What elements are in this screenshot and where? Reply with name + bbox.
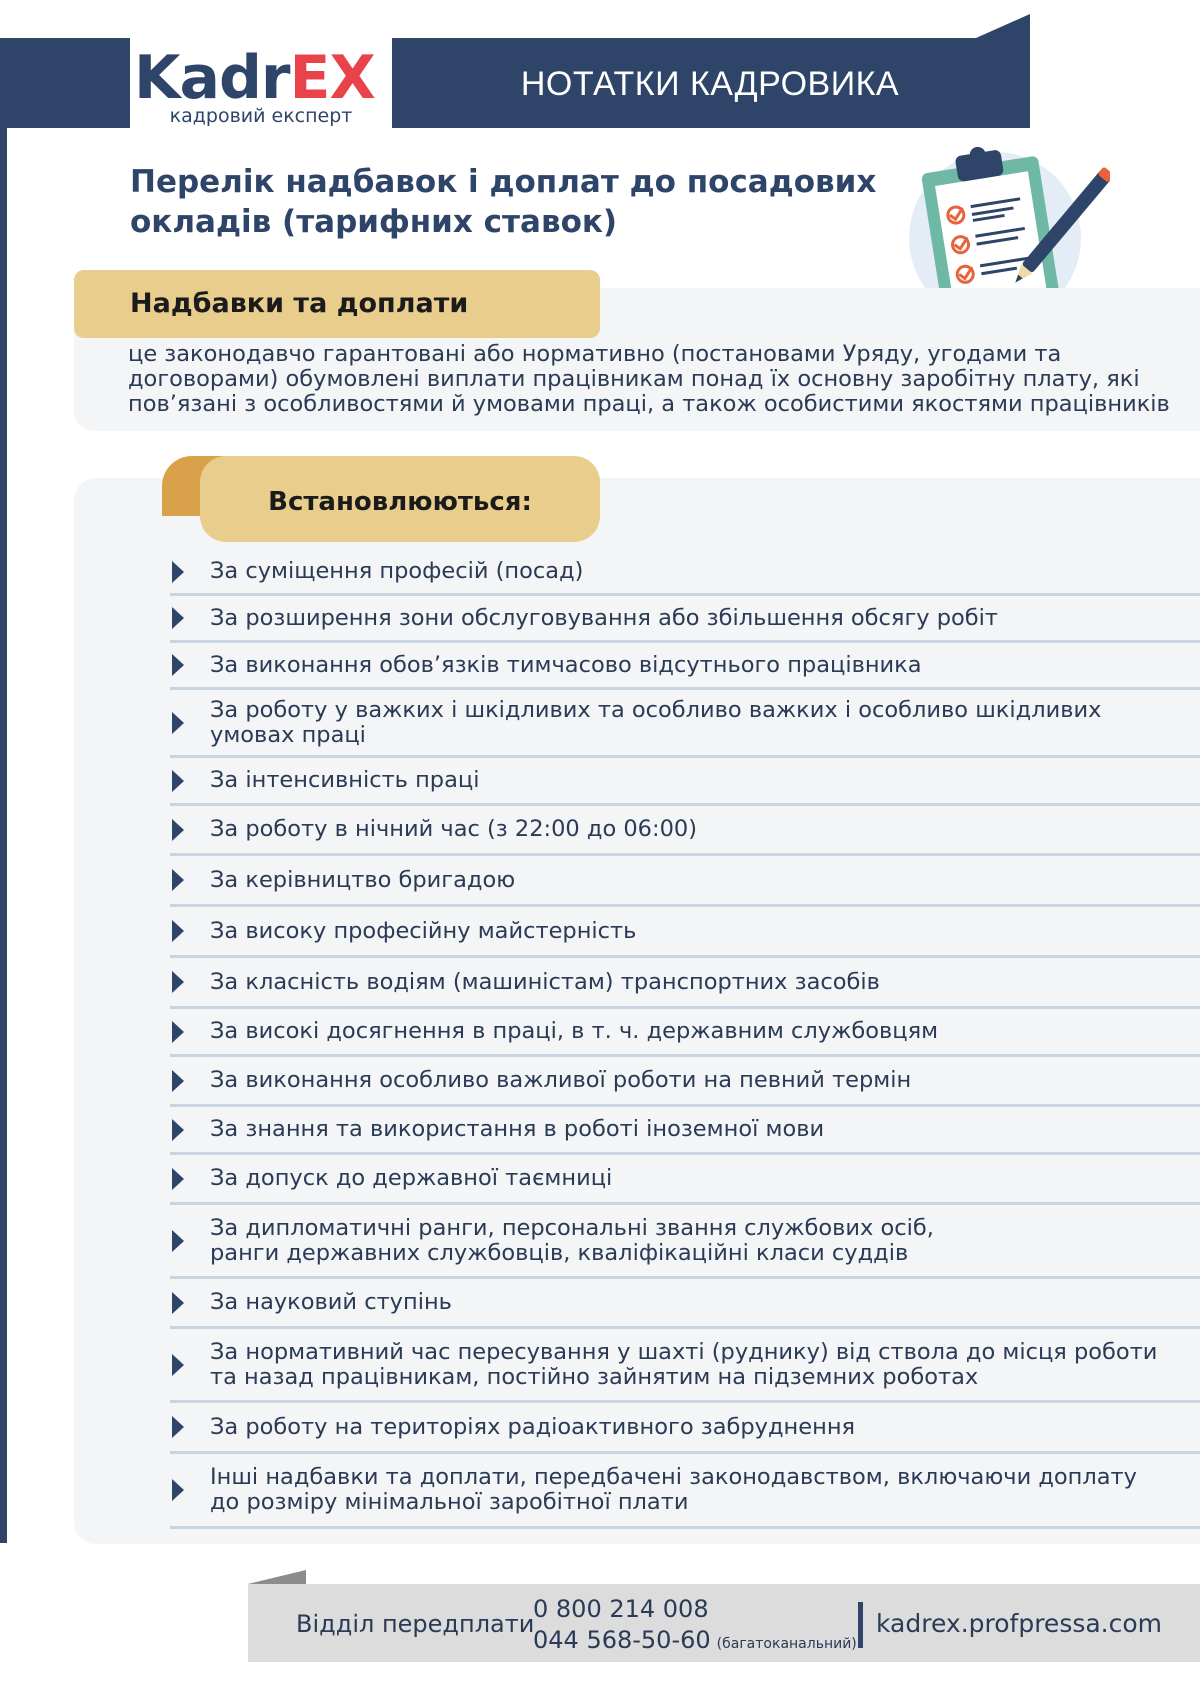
triangle-bullet-icon	[172, 770, 184, 792]
list-item: За допуск до державної таємниці	[170, 1155, 1200, 1205]
footer-phone-secondary[interactable]: 044 568-50-60 (багатоканальний)	[533, 1626, 857, 1654]
triangle-bullet-icon	[172, 1479, 184, 1501]
list-item: За знання та використання в роботі іноземної мови	[170, 1107, 1200, 1155]
triangle-bullet-icon	[172, 561, 184, 583]
list-item: За інтенсивність праці	[170, 758, 1200, 806]
footer-website-link[interactable]: kadrex.profpressa.com	[876, 1609, 1163, 1638]
definition-text: це законодавчо гарантовані або нормативно (постановами Уряду, угодами та договорами) обумовлені виплати працівникам понад їх основну заробітну плату, які пов’язані з особливостями й умовами праці, а також особистими якостями працівників	[128, 341, 1170, 417]
triangle-bullet-icon	[172, 1070, 184, 1092]
list-item: За суміщення професій (посад)	[170, 550, 1200, 596]
logo: KadrEX	[134, 43, 375, 113]
list-item: За науковий ступінь	[170, 1279, 1200, 1329]
header-title: НОТАТКИ КАДРОВИКА	[520, 65, 900, 103]
list-heading: Встановлюються:	[268, 487, 532, 517]
triangle-bullet-icon	[172, 1416, 184, 1438]
triangle-bullet-icon	[172, 1021, 184, 1043]
footer-department: Відділ передплати	[296, 1610, 535, 1638]
triangle-bullet-icon	[172, 1292, 184, 1314]
allowances-list	[170, 550, 1200, 1529]
list-item: За керівництво бригадою	[170, 856, 1200, 907]
footer-divider	[858, 1602, 863, 1648]
definition-heading: Надбавки та доплати	[130, 288, 469, 319]
list-item: За розширення зони обслуговування або збільшення обсягу робіт	[170, 596, 1200, 643]
triangle-bullet-icon	[172, 920, 184, 942]
footer-corner-flag	[248, 1570, 306, 1584]
footer-phone-primary[interactable]: 0 800 214 008	[533, 1595, 709, 1623]
triangle-bullet-icon	[172, 607, 184, 629]
list-item: За дипломатичні ранги, персональні звання службових осіб, ранги державних службовців, кваліфікаційні класи суддів	[170, 1205, 1200, 1279]
triangle-bullet-icon	[172, 1230, 184, 1252]
list-item: За роботу на територіях радіоактивного забруднення	[170, 1403, 1200, 1454]
triangle-bullet-icon	[172, 971, 184, 993]
list-item: За виконання особливо важливої роботи на певний термін	[170, 1057, 1200, 1107]
header-corner-flag	[976, 14, 1030, 38]
list-item: За високі досягнення в праці, в т. ч. державним службовцям	[170, 1009, 1200, 1057]
triangle-bullet-icon	[172, 712, 184, 734]
page-title: Перелік надбавок і доплат до посадових окладів (тарифних ставок)	[130, 164, 877, 240]
triangle-bullet-icon	[172, 654, 184, 676]
logo-subtitle: кадровий експерт	[169, 105, 353, 127]
triangle-bullet-icon	[172, 1168, 184, 1190]
triangle-bullet-icon	[172, 819, 184, 841]
list-item: За роботу в нічний час (з 22:00 до 06:00)	[170, 806, 1200, 856]
list-item: За класність водіям (машиністам) транспортних засобів	[170, 958, 1200, 1009]
list-item: За роботу у важких і шкідливих та особливо важких і особливо шкідливих умовах праці	[170, 690, 1200, 758]
left-vertical-rule	[0, 38, 7, 1543]
triangle-bullet-icon	[172, 869, 184, 891]
list-item: Інші надбавки та доплати, передбачені законодавством, включаючи доплату до розміру мінімальної заробітної плати	[170, 1454, 1200, 1529]
triangle-bullet-icon	[172, 1354, 184, 1376]
triangle-bullet-icon	[172, 1119, 184, 1141]
list-item: За нормативний час пересування у шахті (руднику) від ствола до місця роботи та назад працівникам, постійно зайнятим на підземних роботах	[170, 1329, 1200, 1403]
list-item: За виконання обов’язків тимчасово відсутнього працівника	[170, 643, 1200, 690]
list-item: За високу професійну майстерність	[170, 907, 1200, 958]
